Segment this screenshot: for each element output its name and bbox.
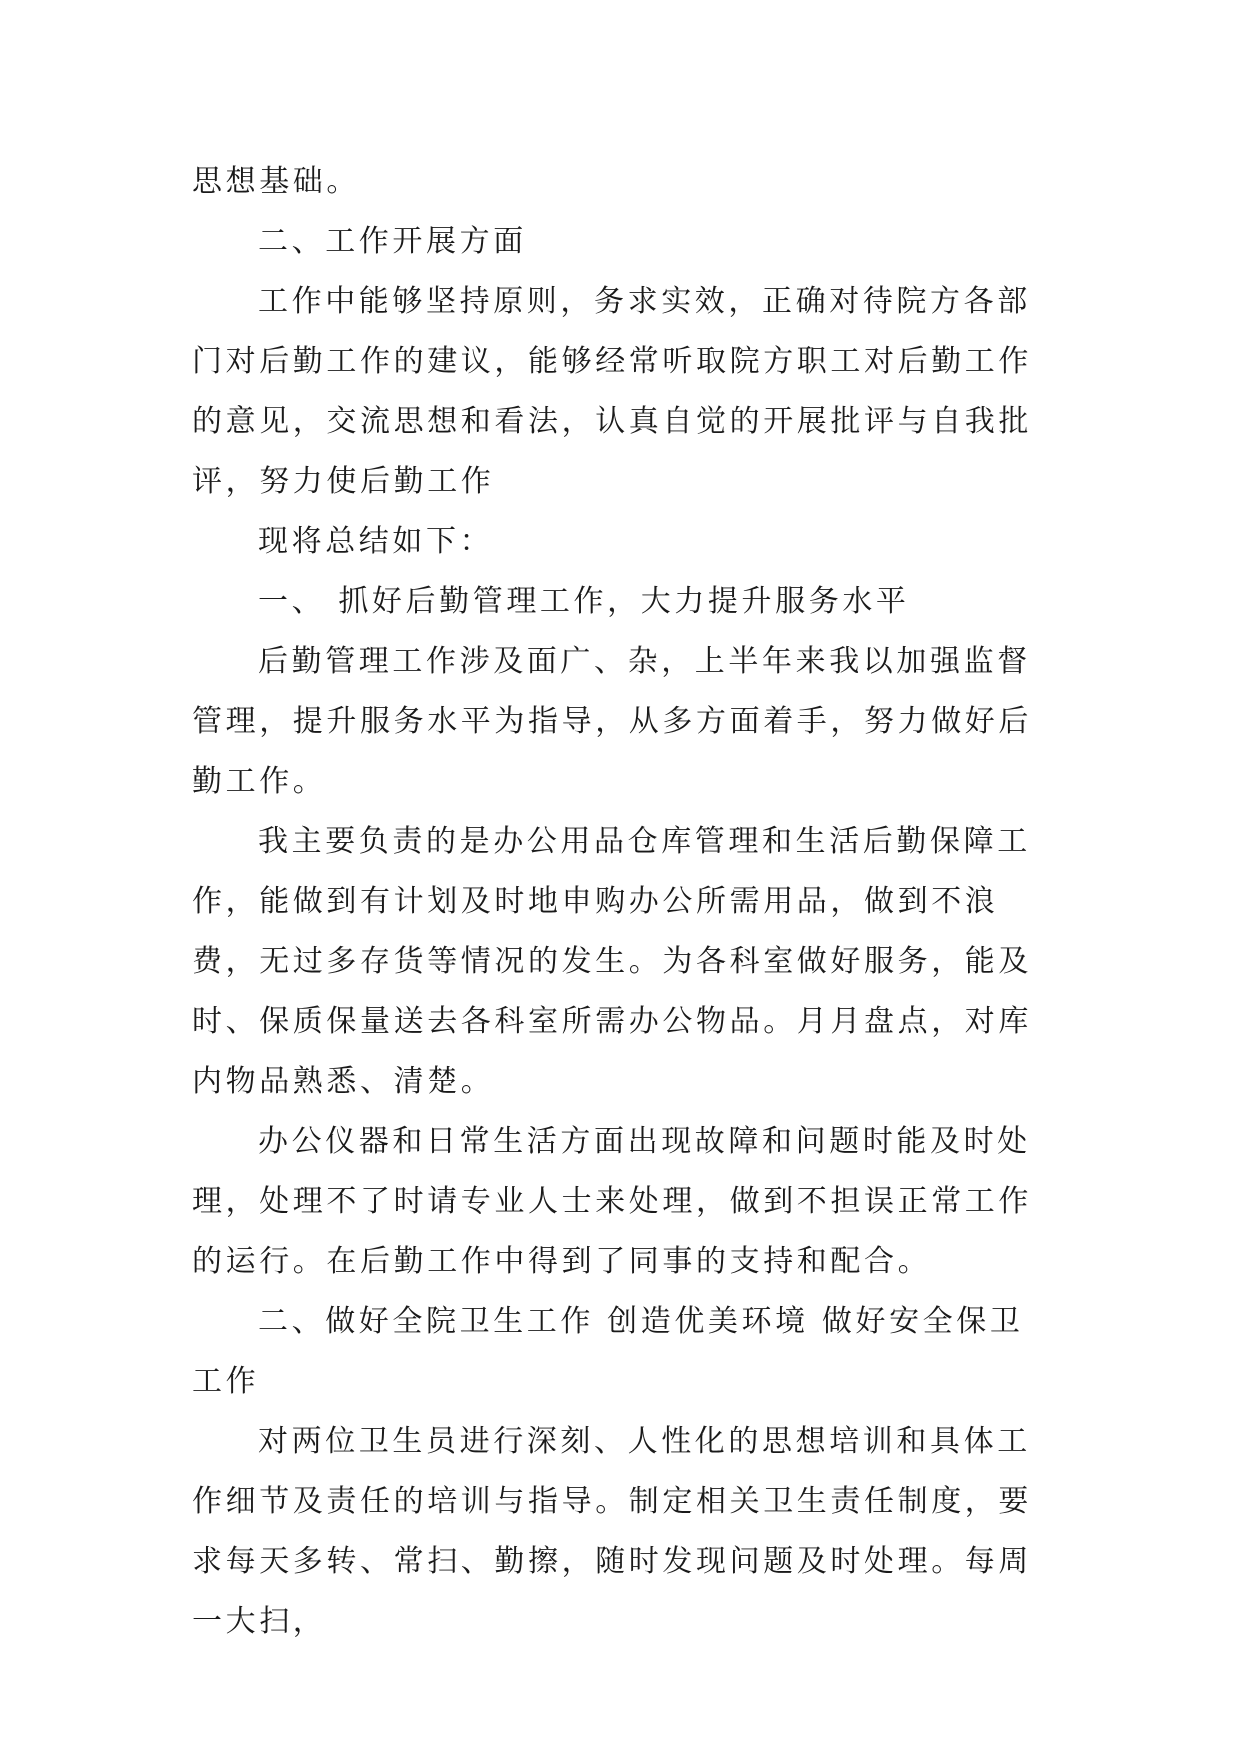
paragraph-management: 后勤管理工作涉及面广、杂，上半年来我以加强监督管理，提升服务水平为指导，从多方面着手，努力做好后勤工作。	[192, 644, 1032, 799]
document-body	[192, 152, 1050, 1652]
paragraph-maintenance: 办公仪器和日常生活方面出现故障和问题时能及时处理，处理不了时请专业人士来处理，做到不担误正常工作的运行。在后勤工作中得到了同事的支持和配合。	[192, 1124, 1032, 1279]
section-heading-management: 一、 抓好后勤管理工作，大力提升服务水平	[258, 584, 910, 619]
section-heading-work: 二、工作开展方面	[258, 224, 527, 259]
paragraph-summary-intro: 现将总结如下：	[258, 524, 494, 559]
paragraph-hygiene: 对两位卫生员进行深刻、人性化的思想培训和具体工作细节及责任的培训与指导。制定相关卫生责任制度，要求每天多转、常扫、勤擦，随时发现问题及时处理。每周一大扫，	[192, 1424, 1032, 1639]
paragraph-responsibilities: 我主要负责的是办公用品仓库管理和生活后勤保障工作，能做到有计划及时地申购办公所需用品，做到不浪费，无过多存货等情况的发生。为各科室做好服务，能及时、保质保量送去各科室所需办公物品。月月盘点，对库内物品熟悉、清楚。	[192, 824, 1032, 1099]
section-heading-hygiene: 二、做好全院卫生工作 创造优美环境 做好安全保卫工作	[192, 1304, 1024, 1399]
paragraph-continuation: 思想基础。	[192, 164, 360, 199]
paragraph-work-principles: 工作中能够坚持原则，务求实效，正确对待院方各部门对后勤工作的建议，能够经常听取院方职工对后勤工作的意见，交流思想和看法，认真自觉的开展批评与自我批评，努力使后勤工作	[192, 284, 1032, 499]
